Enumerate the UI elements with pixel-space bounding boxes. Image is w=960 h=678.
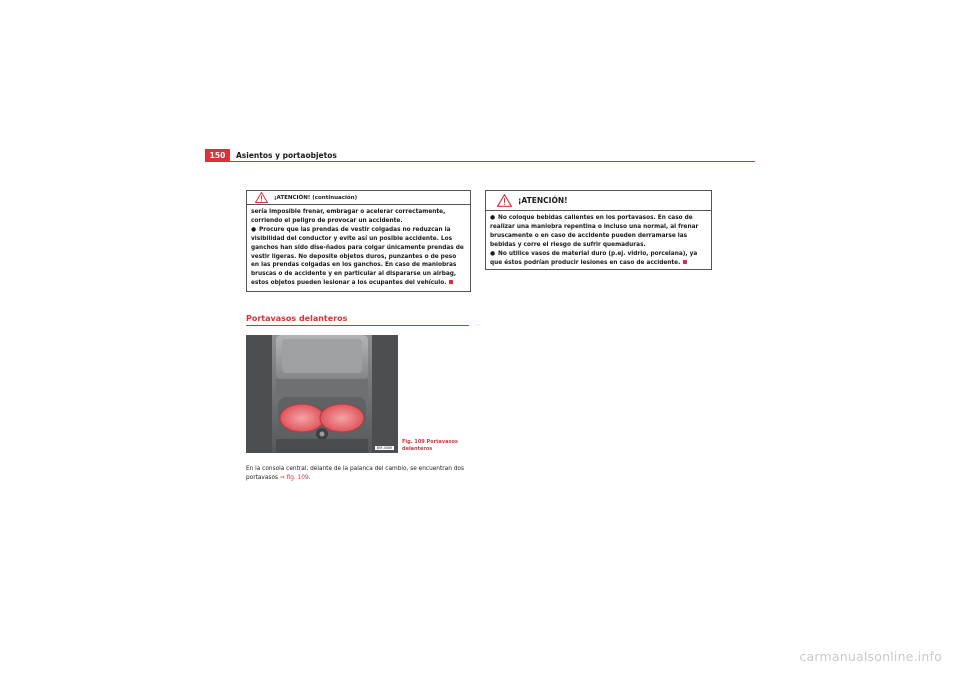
warning-bullet-item — [490, 214, 707, 250]
page-number: 150 — [205, 149, 230, 162]
figure-caption — [402, 439, 472, 452]
warning-title: ¡ATENCIÓN! — [518, 196, 568, 205]
warning-body — [247, 205, 470, 290]
warning-title: ¡ATENCIÓN! (continuación) — [274, 194, 358, 201]
warning-bullet-text: Procure que las prendas de vestir colgadas no reduzcan la visibilidad del conductor y evite así un posible accidente. Los ganchos han sido dise-ñados para colgar únicamente prendas de vestir ligeras. No deposite objetos duros, punzantes o de peso en las prendas colgadas en los ganchos. En caso de maniobras bruscas o de accidente y en particular al dispararse un airbag, estos objetos pueden lesionar a los ocupantes del vehículo. — [251, 226, 464, 287]
warning-bullet-item — [490, 250, 707, 268]
warning-box — [485, 190, 712, 270]
end-mark-icon — [683, 260, 687, 264]
bullet-icon: ● — [490, 250, 496, 257]
running-title: Asientos y portaobjetos — [236, 151, 337, 160]
warning-bullet-text: No utilice vasos de material duro (p.ej. vidrio, porcelana), ya que éstos podrían producir lesiones en caso de accidente. — [490, 250, 698, 266]
body-text: En la consola central, delante de la palanca del cambio, se encuentran dos portavasos — [246, 466, 464, 481]
warning-header — [486, 191, 711, 211]
body-text-end: . — [308, 475, 311, 481]
watermark: carmanualsonline.info — [799, 649, 942, 664]
warning-bullet-item — [251, 226, 466, 288]
bullet-icon: ● — [251, 226, 257, 233]
header-rule — [205, 161, 755, 162]
warning-header — [247, 191, 470, 205]
warning-paragraph: sería imposible frenar, embragar o acelerar correctamente, corriendo el peligro de provocar un accidente. — [251, 209, 446, 224]
figure-caption-line: delanteros — [402, 445, 433, 452]
figure-reference-link[interactable]: ⇒ fig. 109 — [279, 475, 309, 481]
warning-triangle-icon — [255, 192, 268, 203]
figure-caption-line: Fig. 109 Portavasos — [402, 439, 458, 445]
bullet-icon: ● — [490, 215, 496, 221]
end-mark-icon — [449, 280, 453, 284]
section-rule — [246, 325, 469, 326]
cupholder-photo — [246, 335, 398, 453]
figure-code: B5F-0089 — [376, 446, 392, 450]
body-paragraph — [246, 465, 471, 483]
warning-body — [486, 211, 711, 269]
warning-bullet-text: No coloque bebidas calientes en los portavasos. En caso de realizar una maniobra repentina o incluso una normal, al frenar bruscamente o en caso de accidente pueden derramarse las bebidas y corre el riesgo de sufrir quemaduras. — [490, 215, 699, 248]
section-title: Portavasos delanteros — [246, 314, 348, 323]
cupholder-illustration — [246, 335, 398, 453]
warning-box-continued — [246, 190, 471, 292]
warning-triangle-icon — [497, 194, 512, 207]
